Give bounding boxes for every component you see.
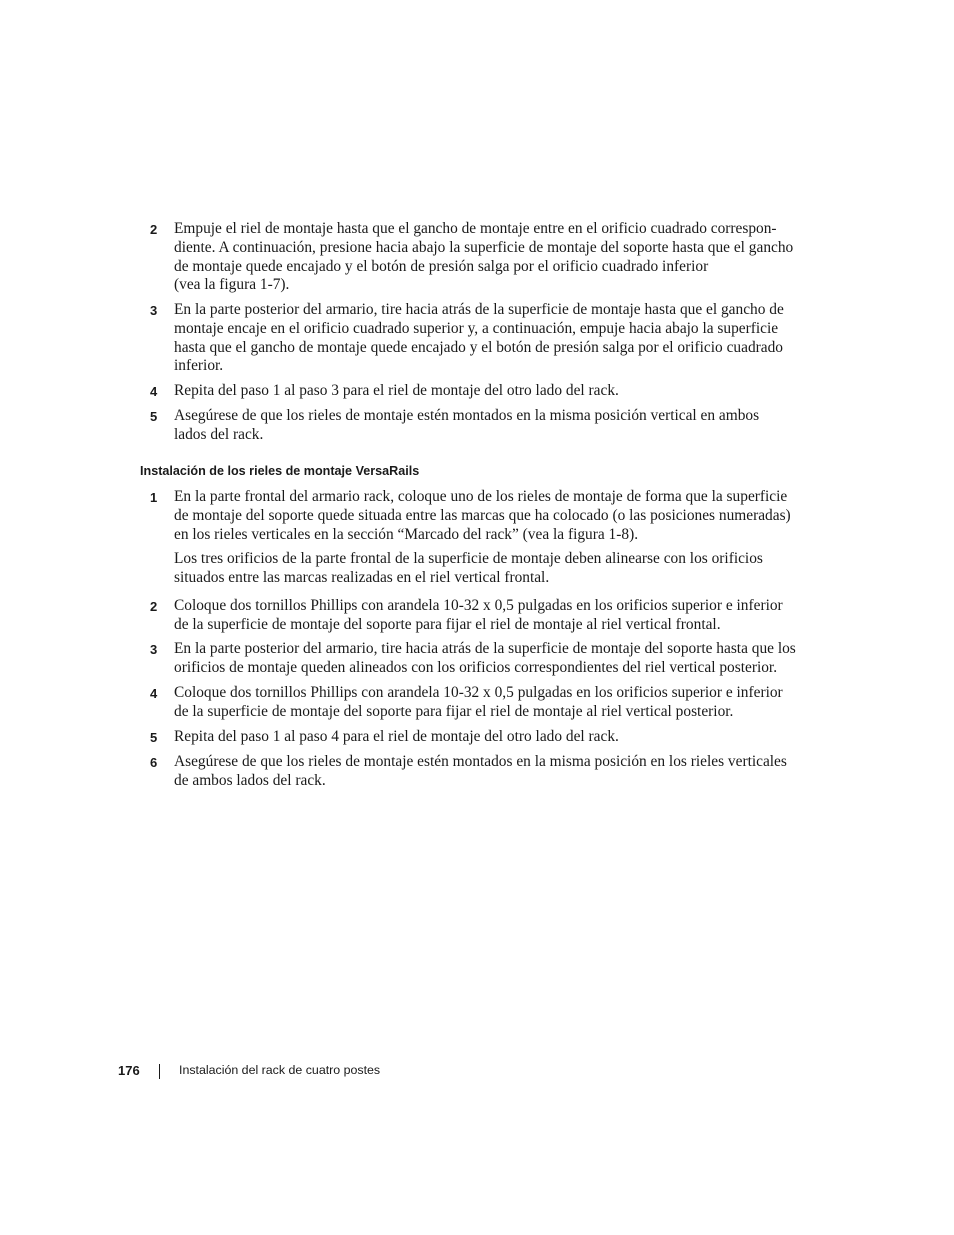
- step-text: Empuje el riel de montaje hasta que el gancho de montaje entre en el orificio cuadrado correspon- diente. A continuación, presione hacia abajo la superficie de montaje del soporte hasta que el gancho de montaje quede encajado y el botón de presión salga por el orificio cuadrado inferior (vea la figura 1-7).: [174, 220, 794, 294]
- step-text: Coloque dos tornillos Phillips con arandela 10-32 x 0,5 pulgadas en los orificios superior e inferior de la superficie de montaje del soporte para fijar el riel de montaje al riel vertical frontal.: [174, 597, 783, 633]
- step-number: 3: [150, 642, 158, 657]
- step-number: 4: [150, 686, 158, 701]
- step-number: 4: [150, 384, 158, 399]
- step-number: 5: [150, 409, 158, 424]
- step-number: 2: [150, 599, 158, 614]
- page-number: 176: [118, 1063, 140, 1078]
- step-number: 2: [150, 222, 158, 237]
- step-text: Asegúrese de que los rieles de montaje estén montados en la misma posición en los rieles verticales de ambos lados del rack.: [174, 753, 787, 789]
- section-heading: Instalación de los rieles de montaje VersaRails: [140, 464, 420, 478]
- step-text: En la parte posterior del armario, tire hacia atrás de la superficie de montaje hasta que el gancho de montaje encaje en el orificio cuadrado superior y, a continuación, empuje hacia abajo la superficie hasta que el gancho de montaje quede encajado y el botón de presión salga por el orificio cuadrado inferior.: [174, 301, 784, 375]
- step-text: Asegúrese de que los rieles de montaje estén montados en la misma posición vertical en ambos lados del rack.: [174, 407, 760, 443]
- step-number: 1: [150, 490, 158, 505]
- footer-divider: [159, 1064, 160, 1079]
- step-note: Los tres orificios de la parte frontal de la superficie de montaje deben alinearse con los orificios situados entre las marcas realizadas en el riel vertical frontal.: [174, 550, 763, 586]
- step-text: En la parte frontal del armario rack, coloque uno de los rieles de montaje de forma que la superficie de montaje del soporte quede situada entre las marcas que ha colocado (o las posiciones numeradas) en los rieles verticales en la sección “Marcado del rack” (vea la figura 1-8).: [174, 488, 791, 543]
- step-number: 5: [150, 730, 158, 745]
- step-text: Coloque dos tornillos Phillips con arandela 10-32 x 0,5 pulgadas en los orificios superior e inferior de la superficie de montaje del soporte para fijar el riel de montaje al riel vertical posterior.: [174, 684, 783, 720]
- step-number: 6: [150, 755, 158, 770]
- step-text: Repita del paso 1 al paso 3 para el riel de montaje del otro lado del rack.: [174, 382, 619, 399]
- step-text: Repita del paso 1 al paso 4 para el riel de montaje del otro lado del rack.: [174, 728, 619, 745]
- step-number: 3: [150, 303, 158, 318]
- step-text: En la parte posterior del armario, tire hacia atrás de la superficie de montaje del soporte hasta que los orificios de montaje queden alineados con los orificios correspondientes del riel vertical posterior.: [174, 640, 796, 676]
- footer-chapter-title: Instalación del rack de cuatro postes: [179, 1063, 381, 1077]
